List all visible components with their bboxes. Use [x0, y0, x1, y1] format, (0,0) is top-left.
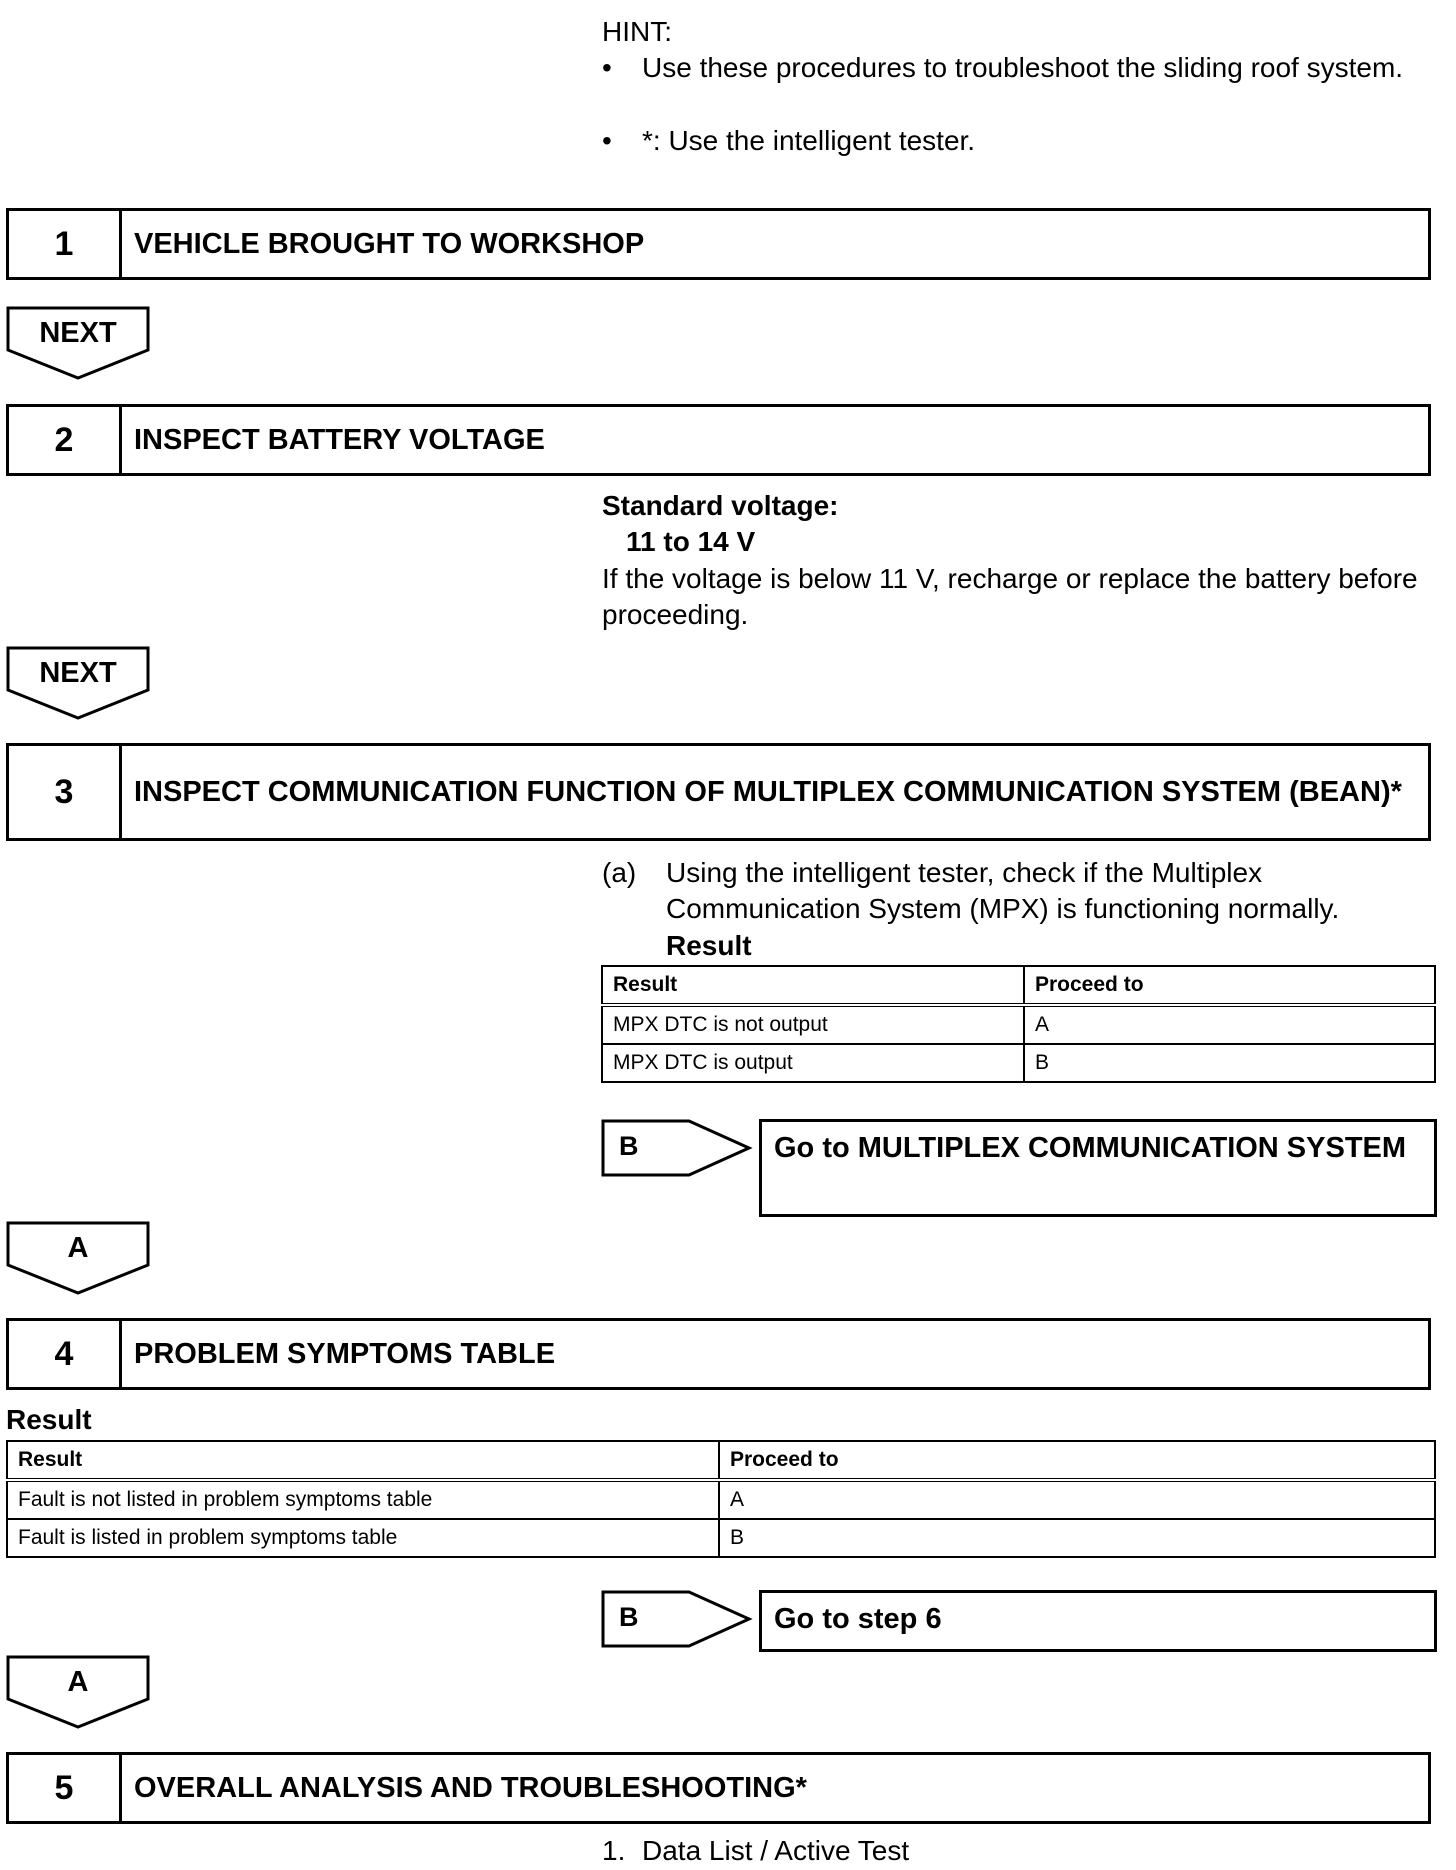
goto-box: Go to step 6	[759, 1590, 1437, 1652]
step-3-marker: (a)	[602, 857, 637, 888]
step-title: VEHICLE BROUGHT TO WORKSHOP	[134, 227, 645, 260]
step-number: 1	[9, 211, 122, 277]
column-header: Proceed to	[719, 1441, 1435, 1480]
step-1-header	[6, 208, 1431, 280]
standard-voltage-label: Standard voltage:	[602, 490, 839, 521]
step-3-header	[6, 743, 1431, 841]
list-marker: 1.	[602, 1835, 626, 1866]
voltage-note: If the voltage is below 11 V, recharge or replace the battery before proceeding.	[602, 563, 1418, 630]
result-heading: Result	[666, 930, 752, 961]
step-title: OVERALL ANALYSIS AND TROUBLESHOOTING*	[134, 1771, 807, 1804]
table-row	[602, 1044, 1435, 1082]
column-header: Proceed to	[1024, 966, 1435, 1005]
step-3-instruction: Using the intelligent tester, check if the Multiplex Communication System (MPX) is functioning normally.	[666, 857, 1340, 924]
step-number: 2	[9, 407, 122, 473]
bullet: •	[602, 52, 612, 83]
table-cell: B	[1024, 1044, 1435, 1082]
arrow-label: B	[619, 1131, 639, 1161]
arrow-label: A	[67, 1232, 89, 1264]
table-cell: MPX DTC is not output	[602, 1005, 1024, 1044]
step-number: 4	[9, 1321, 122, 1387]
goto-box: Go to MULTIPLEX COMMUNICATION SYSTEM	[759, 1119, 1437, 1217]
list-item: Data List / Active Test	[642, 1835, 910, 1866]
step-number: 3	[9, 746, 122, 838]
step-number: 5	[9, 1755, 122, 1821]
standard-voltage-value: 11 to 14 V	[626, 526, 756, 557]
table-row	[7, 1480, 1435, 1519]
result-table	[6, 1440, 1436, 1558]
table-row	[602, 1005, 1435, 1044]
step-title: PROBLEM SYMPTOMS TABLE	[134, 1337, 556, 1370]
next-arrow	[6, 306, 150, 380]
step-title: INSPECT BATTERY VOLTAGE	[134, 423, 545, 456]
hint-label: HINT:	[602, 16, 672, 47]
table-cell: MPX DTC is output	[602, 1044, 1024, 1082]
b-arrow	[601, 1119, 751, 1177]
arrow-label: A	[67, 1666, 89, 1698]
table-cell: Fault is listed in problem symptoms table	[7, 1519, 719, 1557]
step-title: INSPECT COMMUNICATION FUNCTION OF MULTIPLEX COMMUNICATION SYSTEM (BEAN)*	[134, 775, 1402, 808]
step-4-header	[6, 1318, 1431, 1390]
result-heading: Result	[6, 1404, 92, 1435]
b-arrow	[601, 1590, 751, 1648]
column-header: Result	[602, 966, 1024, 1005]
hint-item-1: Use these procedures to troubleshoot the sliding roof system.	[642, 52, 1404, 83]
table-cell: A	[719, 1480, 1435, 1519]
table-cell: A	[1024, 1005, 1435, 1044]
result-table	[601, 965, 1436, 1083]
a-arrow	[6, 1221, 150, 1295]
arrow-label: NEXT	[39, 657, 117, 689]
next-arrow	[6, 646, 150, 720]
table-row	[7, 1519, 1435, 1557]
a-arrow	[6, 1655, 150, 1729]
bullet: •	[602, 125, 612, 156]
step-2-header	[6, 404, 1431, 476]
table-cell: Fault is not listed in problem symptoms table	[7, 1480, 719, 1519]
hint-item-2: *: Use the intelligent tester.	[642, 125, 976, 156]
arrow-label: NEXT	[39, 317, 117, 349]
table-cell: B	[719, 1519, 1435, 1557]
column-header: Result	[7, 1441, 719, 1480]
step-5-header	[6, 1752, 1431, 1824]
arrow-label: B	[619, 1602, 639, 1632]
